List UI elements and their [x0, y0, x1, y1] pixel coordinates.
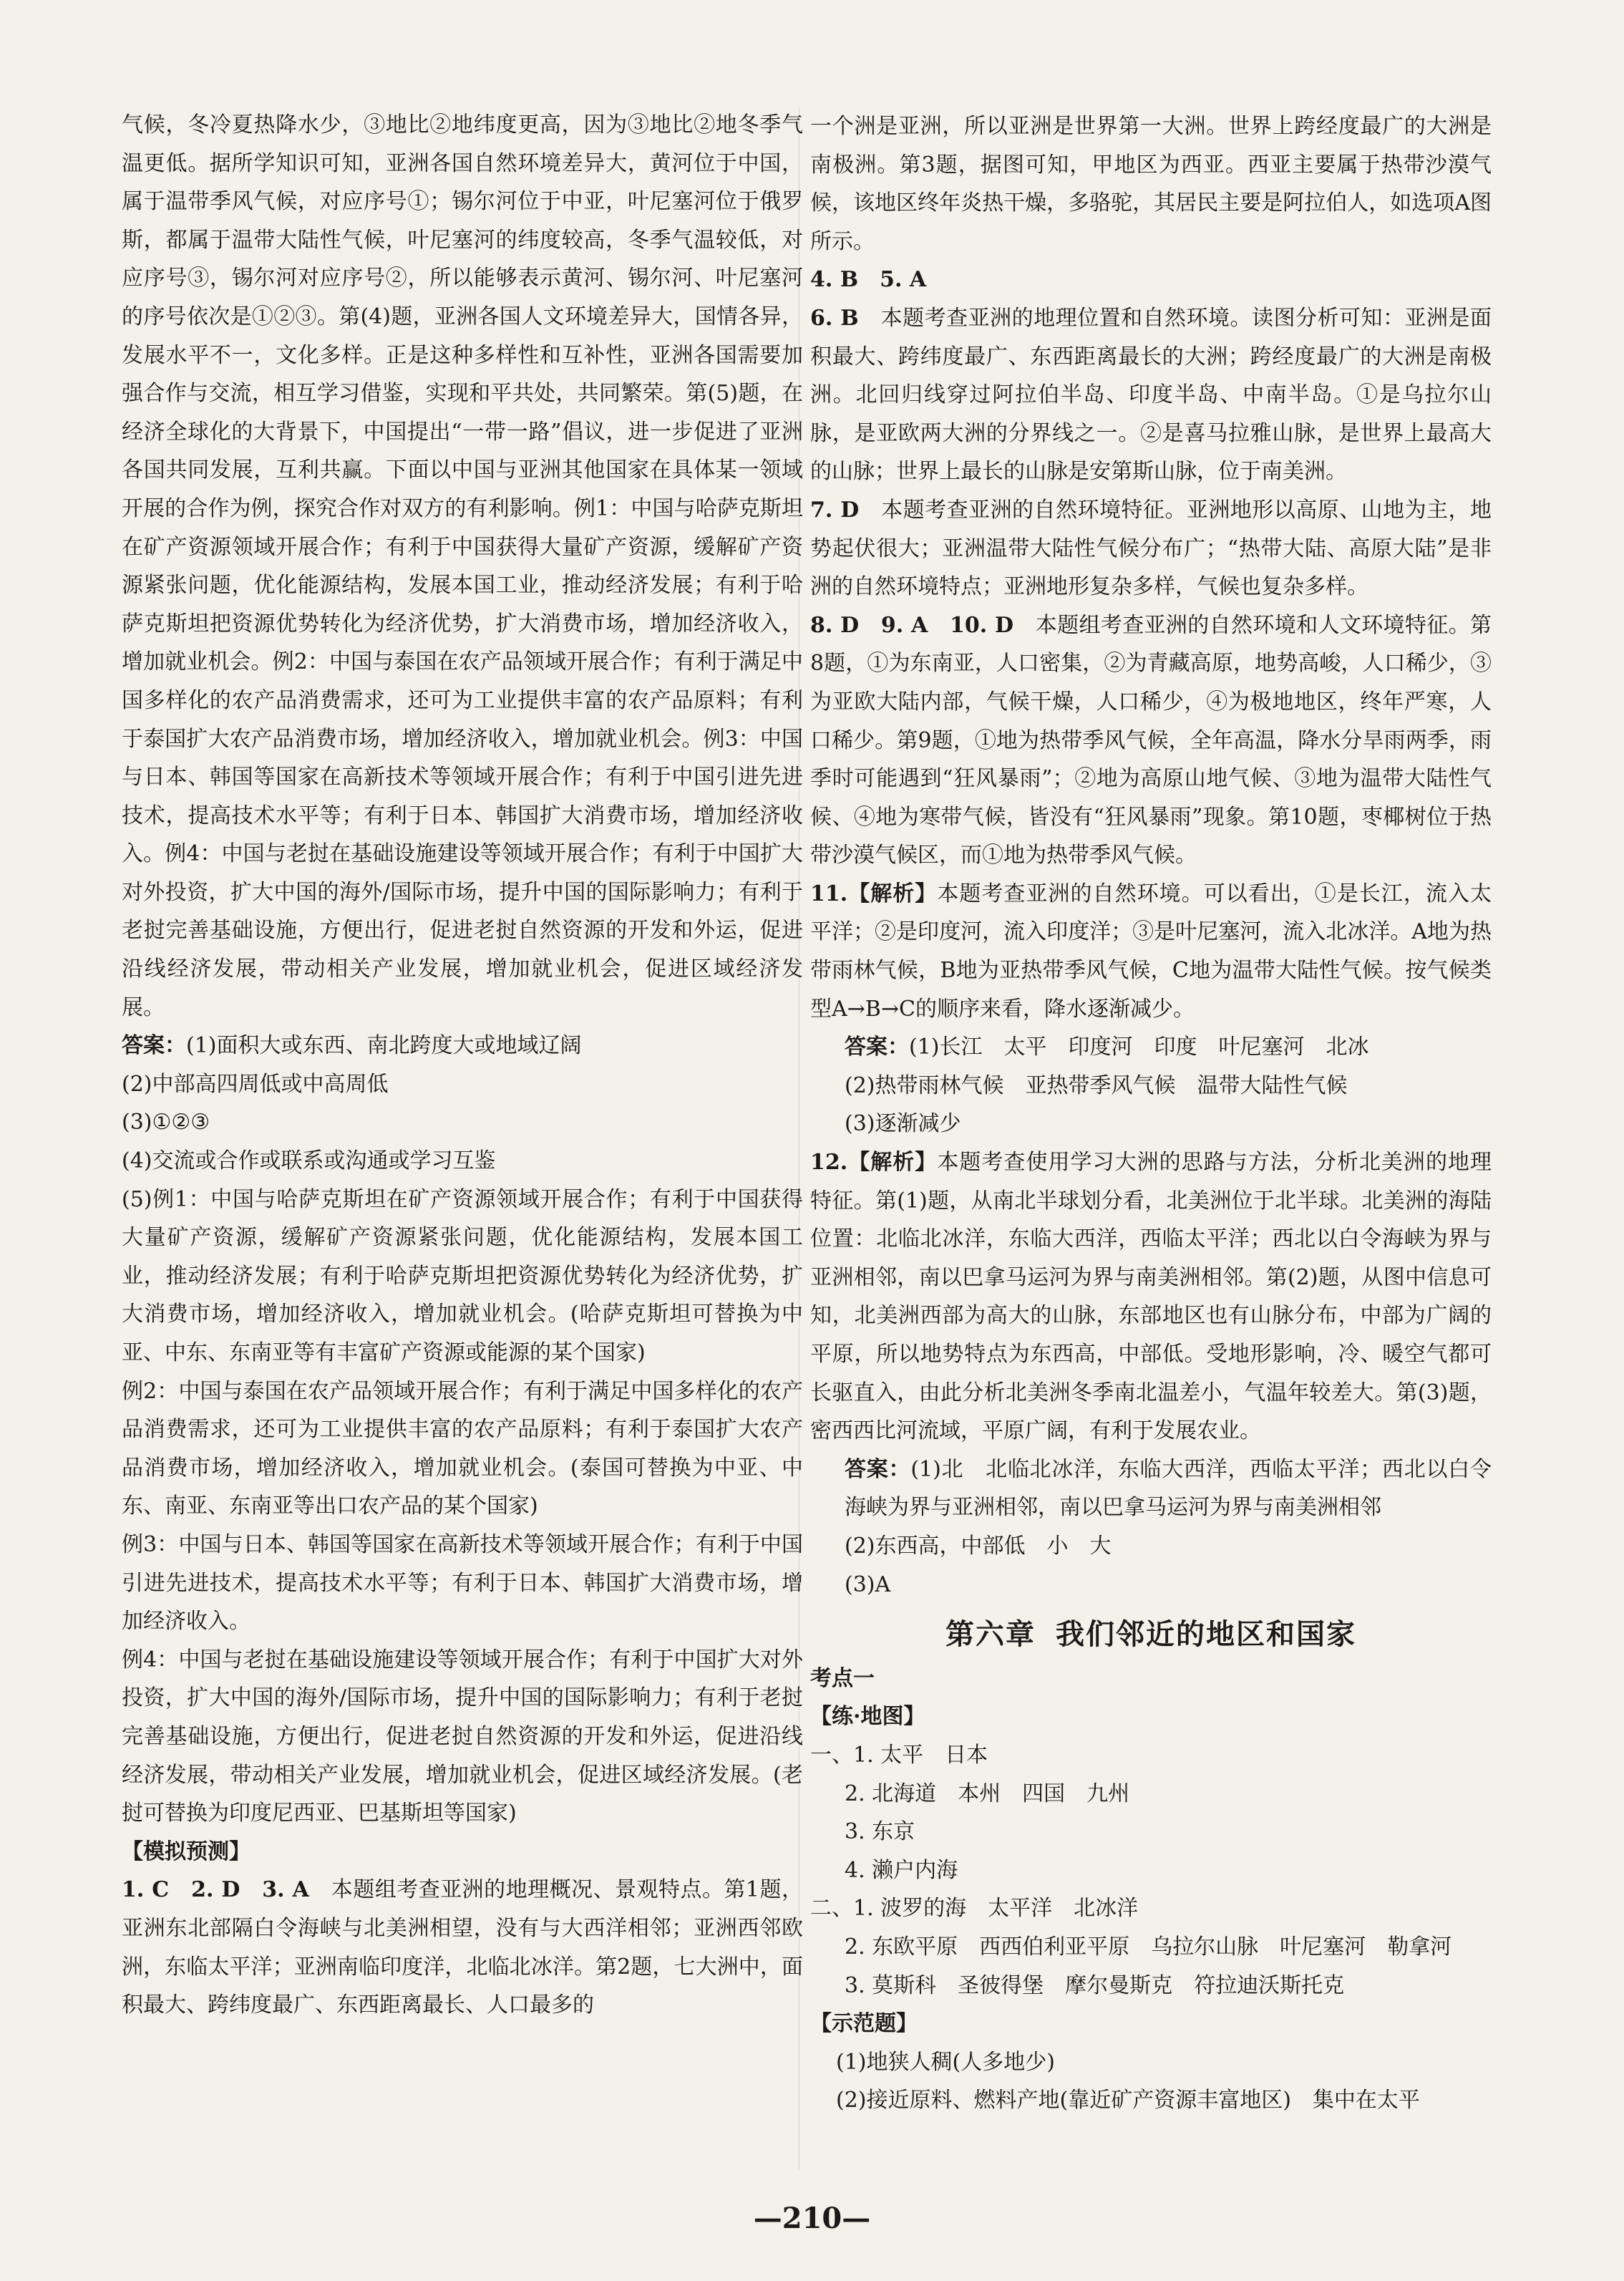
chapter-title: 我们邻近的地区和国家	[1056, 1617, 1356, 1652]
example-3: 例3：中国与日本、韩国等国家在高新技术等领域开展合作；有利于中国引进先进技术，提高技术水平等；有利于日本、韩国扩大消费市场，增加经济收入。	[122, 1531, 803, 1635]
question-6	[810, 299, 1492, 491]
map-answer-line-4: 4. 濑户内海	[845, 1857, 958, 1883]
continued-analysis: 一个洲是亚洲，所以亚洲是世界第一大洲。世界上跨经度最广的大洲是南极洲。第3题，据图可知，甲地区为西亚。西亚主要属于热带沙漠气候，该地区终年炎热干燥，多骆驼，其居民主要是阿拉伯人，如选项A图所示。	[810, 114, 1492, 254]
right-column	[810, 107, 1492, 2120]
analysis-paragraph: 气候，冬冷夏热降水少，③地比②地纬度更高，因为③地比②地冬季气温更低。据所学知识可知，亚洲各国自然环境差异大，黄河位于中国，属于温带季风气候，对应序号①；锡尔河位于中亚，叶尼塞河位于俄罗斯，都属于温带大陆性气候，叶尼塞河的纬度较高，冬季气温较低，对应序号③，锡尔河对应序号②，所以能够表示黄河、锡尔河、叶尼塞河的序号依次是①②③。第(4)题，亚洲各国人文环境差异大，国情各异，发展水平不一，文化多样。正是这种多样性和互补性，亚洲各国需要加强合作与交流，相互学习借鉴，实现和平共处，共同繁荣。第(5)题，在经济全球化的大背景下，中国提出“一带一路”倡议，进一步促进了亚洲各国共同发展，互利共赢。下面以中国与亚洲其他国家在具体某一领域开展的合作为例，探究合作对双方的有利影响。例1：中国与哈萨克斯坦在矿产资源领域开展合作；有利于中国获得大量矿产资源，缓解矿产资源紧张问题，优化能源结构，发展本国工业，推动经济发展；有利于哈萨克斯坦把资源优势转化为经济优势，扩大消费市场，增加经济收入，增加就业机会。例2：中国与泰国在农产品领域开展合作；有利于满足中国多样化的农产品消费需求，还可为工业提供丰富的农产品原料；有利于泰国扩大农产品消费市场，增加经济收入，增加就业机会。例3：中国与日本、韩国等国家在高新技术等领域开展合作；有利于中国引进先进技术，提高技术水平等；有利于日本、韩国扩大消费市场，增加经济收入。例4：中国与老挝在基础设施建设等领域开展合作；有利于中国扩大对外投资，扩大中国的海外/国际市场，提升中国的国际影响力；有利于老挝完善基础设施，方便出行，促进老挝自然资源的开发和外运，促进沿线经济发展，带动相关产业发展，增加就业机会，促进区域经济发展。	[122, 112, 803, 1020]
answer-line-5: (5)例1：中国与哈萨克斯坦在矿产资源领域开展合作；有利于中国获得大量矿产资源，缓解矿产资源紧张问题，优化能源结构，发展本国工业，推动经济发展；有利于哈萨克斯坦把资源优势转化为经济优势，扩大消费市场，增加经济收入，增加就业机会。(哈萨克斯坦可替换为中亚、中东、东南亚等有丰富矿产资源或能源的某个国家)	[122, 1186, 803, 1365]
question-11-answer-2: (2)热带雨林气候 亚热带季风气候 温带大陆性气候	[845, 1072, 1348, 1098]
map-answer-line-1: 一、1. 太平 日本	[810, 1742, 988, 1768]
question-6-analysis: 本题考查亚洲的地理位置和自然环境。读图分析可知：亚洲是面积最大、跨纬度最广、东西距离最长的大洲；跨经度最广的大洲是南极洲。北回归线穿过阿拉伯半岛、印度半岛、中南半岛。①是乌拉尔山脉，是亚欧两大洲的分界线之一。②是喜马拉雅山脉，是世界上最高大的山脉；世界上最长的山脉是安第斯山脉，位于南美洲。	[810, 305, 1492, 485]
map-answer-line-2: 2. 北海道 本州 四国 九州	[845, 1781, 1130, 1806]
question-8-10-answers: 8. D 9. A 10. D	[810, 612, 1014, 638]
question-12	[810, 1143, 1492, 1451]
question-12-answer-2: (2)东西高，中部低 小 大	[845, 1533, 1112, 1559]
question-1-3-analysis: 本题组考查亚洲的地理概况、景观特点。第1题，亚洲东北部隔白令海峡与北美洲相望，没有与大西洋相邻；亚洲西邻欧洲，东临太平洋；亚洲南临印度洋，北临北冰洋。第2题，七大洲中，面积最大、跨纬度最广、东西距离最长、人口最多的	[122, 1877, 803, 2018]
page-number: —210—	[753, 2202, 871, 2235]
section-lian-ditu: 【练·地图】	[810, 1704, 925, 1730]
answer-line-4: (4)交流或合作或联系或沟通或学习互鉴	[122, 1148, 496, 1174]
question-11-label: 11.【解析】	[810, 881, 938, 906]
map-answer-line-3: 3. 东京	[845, 1819, 915, 1845]
question-7-analysis: 本题考查亚洲的自然环境特征。亚洲地形以高原、山地为主，地势起伏很大；亚洲温带大陆性气候分布广；“热带大陆、高原大陆”是非洲的自然环境特点；亚洲地形复杂多样，气候也复杂多样。	[810, 497, 1492, 600]
question-12-answer-1-text: (1)北 北临北冰洋，东临大西洋，西临太平洋；西北以白令海峡为界与亚洲相邻，南以巴拿马运河为界与南美洲相邻	[845, 1456, 1492, 1521]
map-answer-line-7: 3. 莫斯科 圣彼得堡 摩尔曼斯克 符拉迪沃斯托克	[845, 1972, 1345, 1998]
question-12-answer-3: (3)A	[845, 1571, 891, 1597]
question-11-answer-1-text: (1)长江 太平 印度河 印度 叶尼塞河 北冰	[909, 1035, 1369, 1060]
map-answer-line-6: 2. 东欧平原 西西伯利亚平原 乌拉尔山脉 叶尼塞河 勒拿河	[845, 1934, 1452, 1960]
demo-answer-1: (1)地狭人稠(人多地少)	[836, 2049, 1055, 2075]
question-11-answer-1	[810, 1028, 1492, 1067]
answer-line-1	[122, 1027, 803, 1065]
kaodian-heading: 考点一	[810, 1665, 875, 1691]
question-11-answer-3: (3)逐渐减少	[845, 1111, 961, 1137]
chapter-number: 第六章	[945, 1617, 1036, 1652]
demo-answer-2: (2)接近原料、燃料产地(靠近矿产资源丰富地区) 集中在太平	[836, 2088, 1420, 2113]
question-12-answer-1	[810, 1451, 1492, 1527]
question-12-label: 12.【解析】	[810, 1150, 938, 1176]
example-2: 例2：中国与泰国在农产品领域开展合作；有利于满足中国多样化的农产品消费需求，还可为工业提供丰富的农产品原料；有利于泰国扩大农产品消费市场，增加经济收入，增加就业机会。(泰国可替换为中亚、中东、南亚、东南亚等出口农产品的某个国家)	[122, 1378, 803, 1519]
answer-label: 答案：	[845, 1035, 909, 1060]
question-1-3-answers: 1. C 2. D 3. A	[122, 1877, 309, 1903]
answer-text-1: (1)面积大或东西、南北跨度大或地域辽阔	[186, 1033, 582, 1059]
section-shifan-ti: 【示范题】	[810, 2011, 918, 2037]
question-7-answer: 7. D	[810, 497, 860, 523]
question-8-10-analysis: 本题组考查亚洲的自然环境和人文环境特征。第8题，①为东南亚，人口密集，②为青藏高原，地势高峻，人口稀少，③为亚欧大陆内部，气候干燥，人口稀少，④为极地地区，终年严寒，人口稀少。第9题，①地为热带季风气候，全年高温，降水分旱雨两季，雨季时可能遇到“狂风暴雨”；②地为高原山地气候、③地为温带大陆性气候、④地为寒带气候，皆没有“狂风暴雨”现象。第10题，枣椰树位于热带沙漠气候区，而①地为热带季风气候。	[810, 612, 1492, 868]
chapter-heading	[810, 1615, 1492, 1654]
question-7	[810, 491, 1492, 606]
map-answer-line-5: 二、1. 波罗的海 太平洋 北冰洋	[810, 1896, 1139, 1922]
question-4-5: 4. B 5. A	[810, 267, 927, 293]
question-8-10	[810, 606, 1492, 875]
question-1-3	[122, 1871, 803, 2024]
answer-line-2: (2)中部高四周低或中高周低	[122, 1071, 389, 1097]
answer-label: 答案：	[122, 1033, 186, 1059]
example-4: 例4：中国与老挝在基础设施建设等领域开展合作；有利于中国扩大对外投资，扩大中国的海外/国际市场，提升中国的国际影响力；有利于老挝完善基础设施，方便出行，促进老挝自然资源的开发和外运，促进沿线经济发展，带动相关产业发展，增加就业机会，促进区域经济发展。(老挝可替换为印度尼西亚、巴基斯坦等国家)	[122, 1647, 803, 1826]
question-11	[810, 875, 1492, 1028]
section-moni-yuce: 【模拟预测】	[122, 1839, 251, 1864]
question-11-analysis: 本题考查亚洲的自然环境。可以看出，①是长江，流入太平洋；②是印度河，流入印度洋；③是叶尼塞河，流入北冰洋。A地为热带雨林气候，B地为亚热带季风气候，C地为温带大陆性气候。按气候类型A→B→C的顺序来看，降水逐渐减少。	[810, 881, 1492, 1022]
answer-line-3: (3)①②③	[122, 1110, 210, 1135]
question-6-answer: 6. B	[810, 305, 859, 331]
answer-label: 答案：	[845, 1456, 911, 1482]
left-column	[122, 106, 803, 2025]
question-12-analysis: 本题考查使用学习大洲的思路与方法，分析北美洲的地理特征。第(1)题，从南北半球划分看，北美洲位于北半球。北美洲的海陆位置：北临北冰洋，东临大西洋，西临太平洋；西北以白令海峡为界与亚洲相邻，南以巴拿马运河为界与南美洲相邻。第(2)题，从图中信息可知，北美洲西部为高大的山脉，东部地区也有山脉分布，中部为广阔的平原，所以地势特点为东西高，中部低。受地形影响，冷、暖空气都可长驱直入，由此分析北美洲冬季南北温差小，气温年较差大。第(3)题，密西西比河流域，平原广阔，有利于发展农业。	[810, 1150, 1492, 1444]
